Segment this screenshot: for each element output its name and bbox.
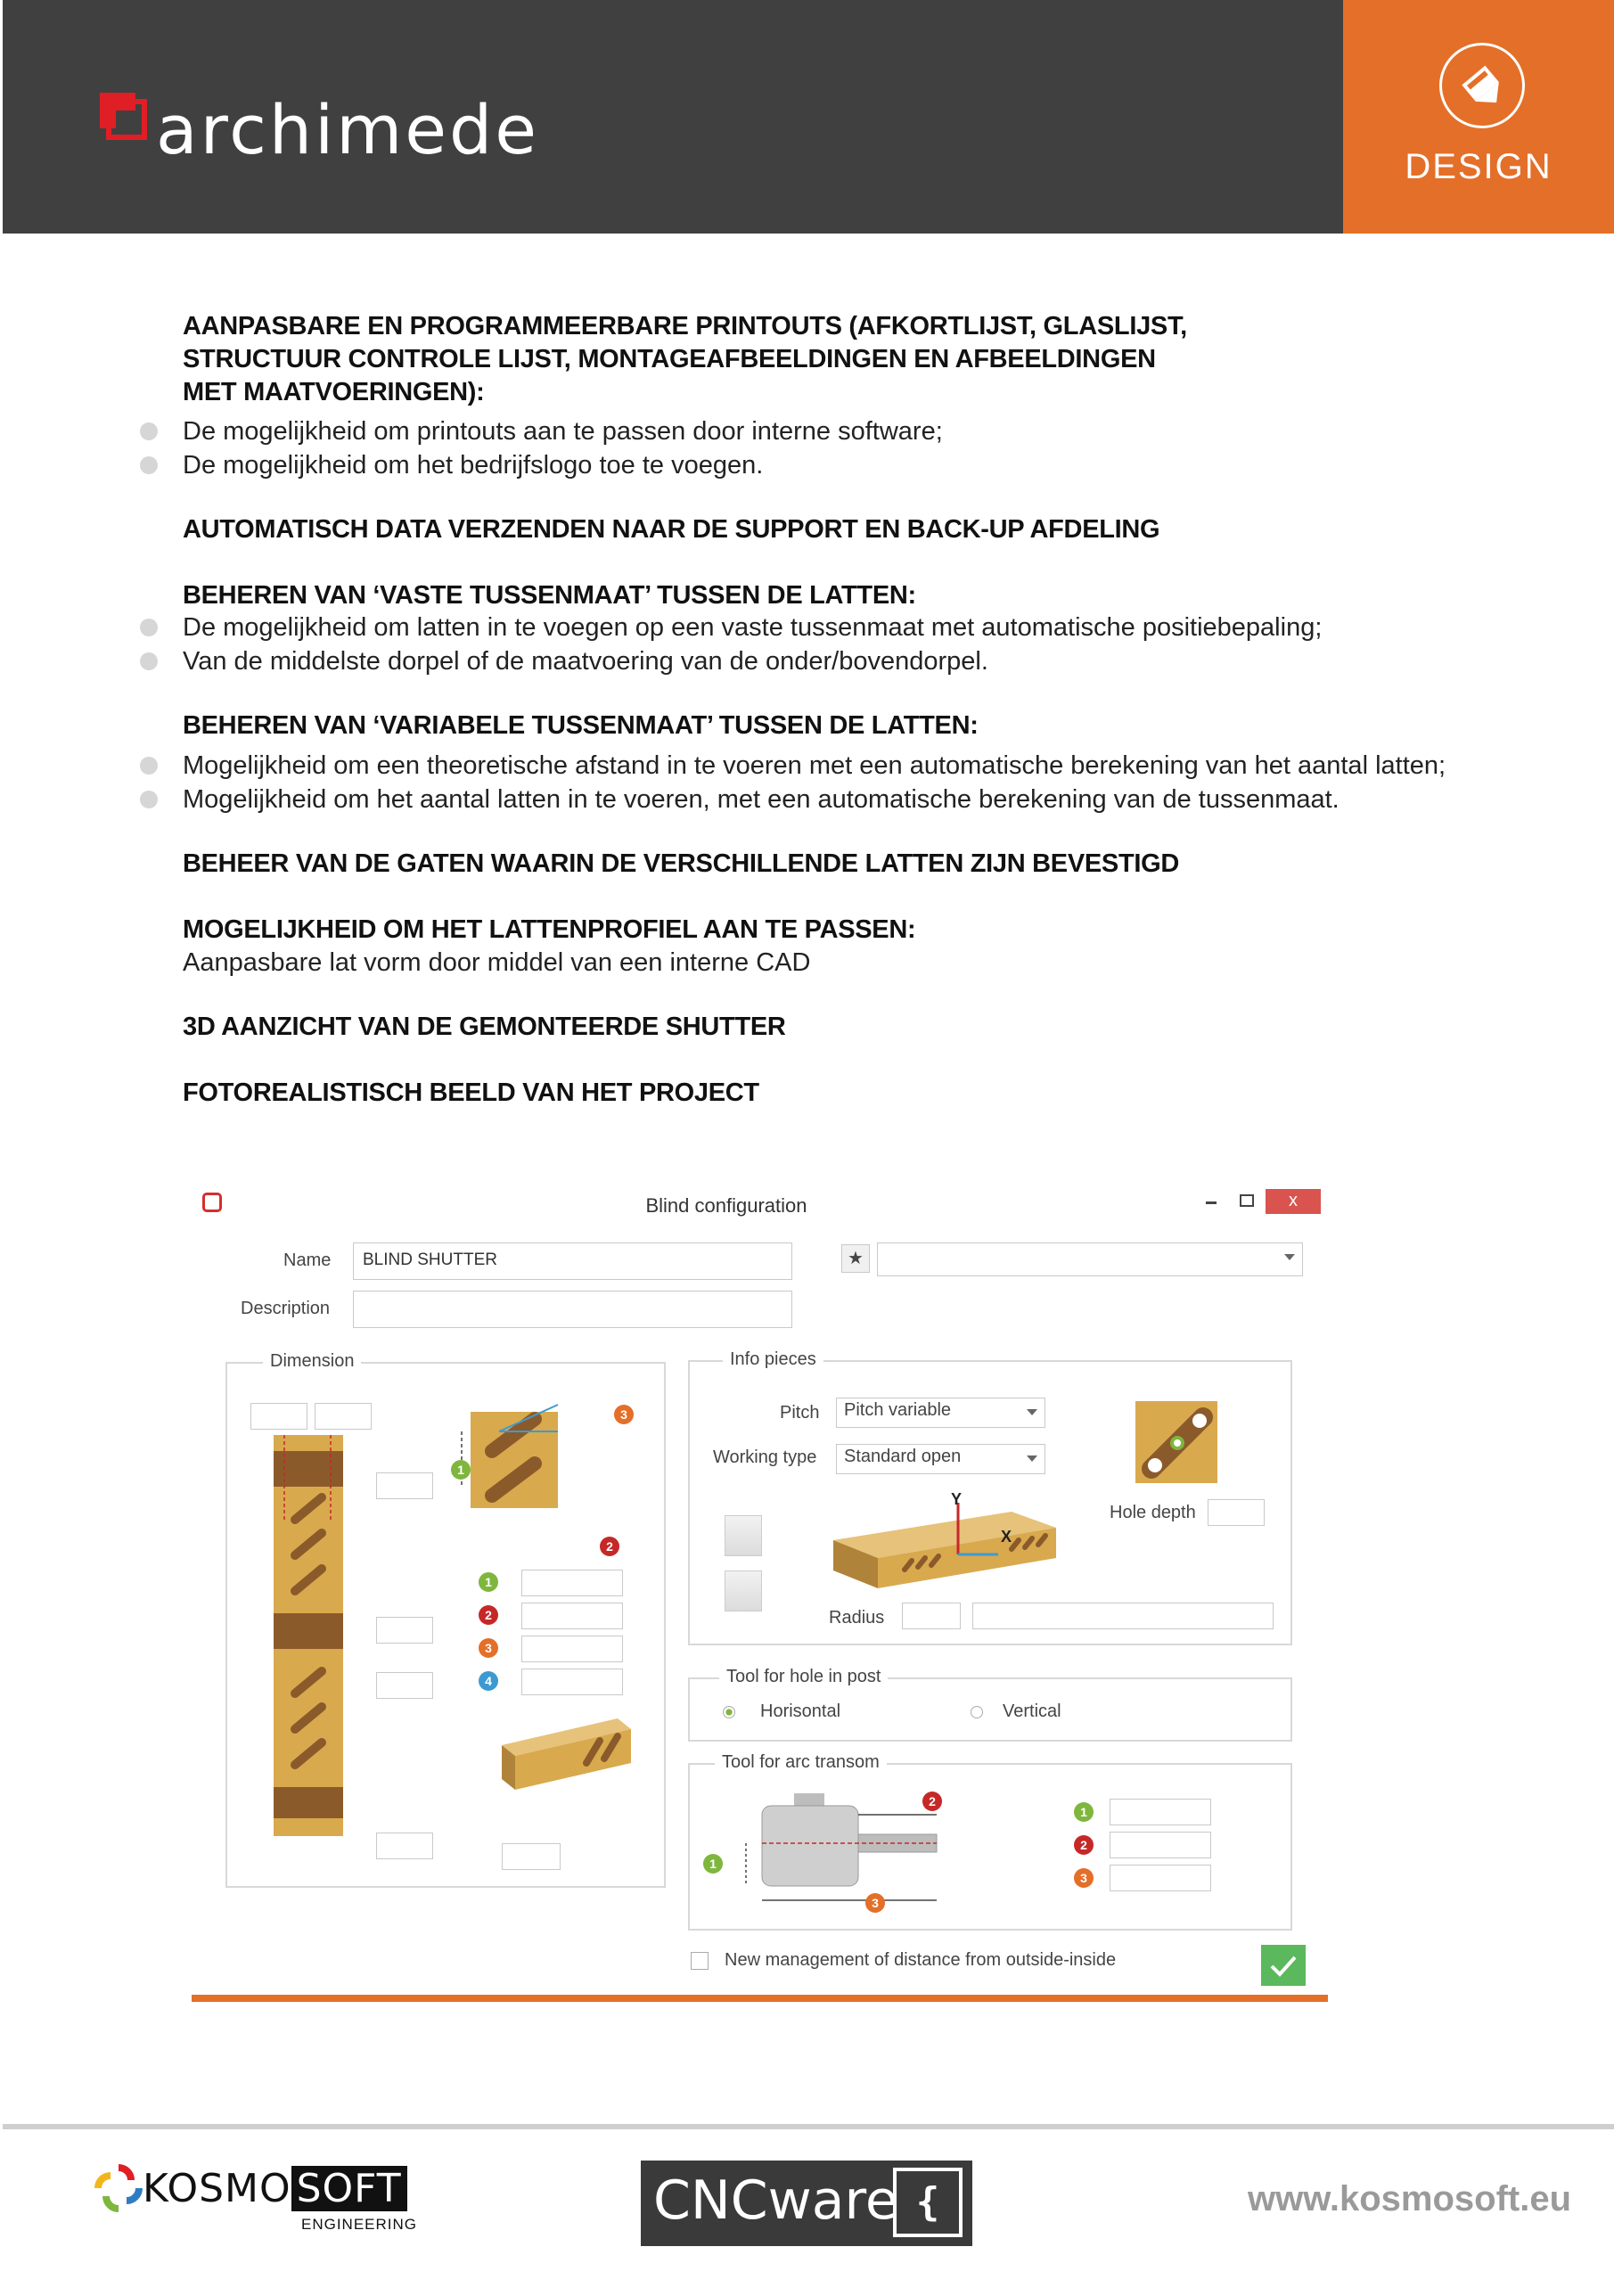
- description-field[interactable]: [353, 1291, 792, 1328]
- close-button[interactable]: x: [1266, 1189, 1321, 1214]
- marker-1-field[interactable]: [521, 1570, 623, 1596]
- marker-1-icon: 1: [451, 1460, 471, 1480]
- marker-3-icon: 3: [614, 1405, 634, 1424]
- marker-4-field[interactable]: [521, 1669, 623, 1695]
- name-field[interactable]: BLIND SHUTTER: [353, 1242, 792, 1280]
- hole-depth-label: Hole depth: [1110, 1503, 1196, 1522]
- info-pieces-title: Info pieces: [723, 1349, 823, 1370]
- bullet-icon: [140, 422, 158, 440]
- hole-depth-field[interactable]: [1208, 1499, 1265, 1526]
- dimension-field[interactable]: [315, 1403, 372, 1430]
- bullet-text: De mogelijkheid om printouts aan te passen door interne software;: [183, 417, 943, 446]
- outside-inside-label: New management of distance from outside-inside: [725, 1950, 1117, 1970]
- description-label: Description: [241, 1299, 331, 1318]
- radio-horizontal[interactable]: [723, 1706, 735, 1718]
- bullet-text: De mogelijkheid om het bedrijfslogo toe te voegen.: [183, 451, 764, 480]
- section-heading: FOTOREALISTISCH BEELD VAN HET PROJECT: [183, 1078, 759, 1107]
- dimension-title: Dimension: [263, 1351, 361, 1372]
- transom-3d-drawing: [502, 1718, 644, 1816]
- brand-name: archimede: [156, 90, 540, 169]
- arc-marker-2-field[interactable]: [1110, 1832, 1211, 1858]
- working-type-label: Working type: [713, 1447, 817, 1467]
- maximize-icon[interactable]: [1240, 1194, 1254, 1207]
- section-heading: AANPASBARE EN PROGRAMMEERBARE PRINTOUTS (AFKORTLIJST, GLASLIJST,: [183, 312, 1187, 340]
- profile-select[interactable]: [877, 1242, 1303, 1276]
- blind-configuration-window: [192, 1185, 1328, 2005]
- marker-4-icon: 4: [479, 1671, 498, 1691]
- design-label: DESIGN: [1405, 147, 1553, 186]
- bullet-text: De mogelijkheid om latten in te voegen op een vaste tussenmaat met automatische positiebepaling;: [183, 613, 1323, 642]
- option-button[interactable]: [725, 1570, 762, 1611]
- section-heading: MET MAATVOERINGEN):: [183, 378, 485, 406]
- axis-y-label: Y: [951, 1490, 963, 1508]
- marker-1-icon: 1: [1074, 1802, 1094, 1822]
- checkmark-icon: [1261, 1945, 1306, 1986]
- marker-3-field[interactable]: [521, 1636, 623, 1662]
- app-icon: [202, 1193, 222, 1212]
- bullet-icon: [140, 456, 158, 474]
- marker-2-icon: 2: [922, 1792, 942, 1811]
- archimede-logo-icon: [98, 91, 155, 158]
- section-heading: BEHEREN VAN ‘VASTE TUSSENMAAT’ TUSSEN DE LATTEN:: [183, 581, 916, 610]
- marker-1-icon: 1: [703, 1854, 723, 1874]
- axis-x-label: X: [1001, 1528, 1012, 1546]
- bullet-icon: [140, 619, 158, 636]
- radio-vertical[interactable]: [971, 1706, 983, 1718]
- dimension-field[interactable]: [376, 1672, 433, 1699]
- star-icon[interactable]: ★: [841, 1244, 870, 1273]
- outside-inside-checkbox[interactable]: [691, 1952, 709, 1970]
- bullet-text: Mogelijkheid om het aantal latten in te voeren, met een automatische berekening van de tussenmaat.: [183, 785, 1340, 814]
- footer-divider: [3, 2124, 1614, 2129]
- marker-1-icon: 1: [479, 1572, 498, 1592]
- tool-arc-transom-title: Tool for arc transom: [715, 1752, 887, 1773]
- transom-field[interactable]: [502, 1843, 561, 1870]
- bullet-icon: [140, 791, 158, 808]
- kosmo-text: KOSMO: [143, 2166, 291, 2211]
- marker-2-icon: 2: [479, 1605, 498, 1625]
- arc-marker-3-field[interactable]: [1110, 1865, 1211, 1891]
- hole-depth-preview: [1130, 1396, 1223, 1488]
- radius-field[interactable]: [902, 1603, 961, 1629]
- section-text: Aanpasbare lat vorm door middel van een interne CAD: [183, 948, 811, 977]
- website-url[interactable]: www.kosmosoft.eu: [1248, 2179, 1572, 2218]
- pitch-select[interactable]: Pitch variable: [836, 1398, 1045, 1428]
- section-heading: AUTOMATISCH DATA VERZENDEN NAAR DE SUPPORT EN BACK-UP AFDELING: [183, 515, 1160, 544]
- marker-2-icon: 2: [600, 1537, 619, 1556]
- marker-2-field[interactable]: [521, 1603, 623, 1629]
- arc-tool-drawing: [726, 1788, 940, 1913]
- window-title: Blind configuration: [645, 1194, 807, 1217]
- dimension-field[interactable]: [376, 1833, 433, 1859]
- kosmosoft-logo-text: [143, 2166, 407, 2211]
- minimize-icon[interactable]: [1206, 1201, 1217, 1204]
- window-bottom-bar: [192, 1995, 1328, 2002]
- name-label: Name: [283, 1250, 332, 1270]
- dimension-field[interactable]: [250, 1403, 307, 1430]
- radius-label: Radius: [829, 1608, 885, 1628]
- section-heading: 3D AANZICHT VAN DE GEMONTEERDE SHUTTER: [183, 1013, 786, 1041]
- option-button[interactable]: [725, 1515, 762, 1556]
- slat-axis-drawing: [833, 1494, 1056, 1592]
- section-heading: BEHEREN VAN ‘VARIABELE TUSSENMAAT’ TUSSEN DE LATTEN:: [183, 711, 979, 740]
- dimension-field[interactable]: [376, 1472, 433, 1499]
- dimension-field[interactable]: [376, 1617, 433, 1644]
- design-pen-icon: [1439, 43, 1525, 128]
- kosmosoft-subtitle: ENGINEERING: [301, 2216, 418, 2233]
- bullet-icon: [140, 652, 158, 670]
- section-heading: MOGELIJKHEID OM HET LATTENPROFIEL AAN TE PASSEN:: [183, 915, 916, 944]
- working-type-select[interactable]: Standard open: [836, 1444, 1045, 1474]
- marker-3-icon: 3: [865, 1893, 885, 1913]
- section-heading: STRUCTUUR CONTROLE LIJST, MONTAGEAFBEELDINGEN EN AFBEELDINGEN: [183, 345, 1156, 373]
- pitch-label: Pitch: [780, 1403, 820, 1423]
- blind-profile-drawing: [270, 1435, 350, 1836]
- soft-text: SOFT: [291, 2166, 407, 2211]
- confirm-button[interactable]: [1261, 1945, 1306, 1986]
- radius-description-field[interactable]: [972, 1603, 1274, 1629]
- radio-vertical-label: Vertical: [1003, 1702, 1061, 1721]
- marker-3-icon: 3: [479, 1638, 498, 1658]
- cncware-text: CNCware: [653, 2169, 898, 2232]
- tool-hole-post-title: Tool for hole in post: [719, 1667, 888, 1687]
- marker-3-icon: 3: [1074, 1868, 1094, 1888]
- marker-2-icon: 2: [1074, 1835, 1094, 1855]
- arc-marker-1-field[interactable]: [1110, 1799, 1211, 1825]
- kosmosoft-swirl-icon: [93, 2162, 144, 2214]
- bullet-text: Van de middelste dorpel of de maatvoering van de onder/bovendorpel.: [183, 647, 988, 676]
- radio-horizontal-label: Horisontal: [760, 1702, 841, 1721]
- section-heading: BEHEER VAN DE GATEN WAARIN DE VERSCHILLENDE LATTEN ZIJN BEVESTIGD: [183, 849, 1180, 878]
- braces-icon: { }: [893, 2168, 963, 2237]
- bullet-text: Mogelijkheid om een theoretische afstand in te voeren met een automatische berekening van het aantal latten;: [183, 751, 1446, 780]
- bullet-icon: [140, 757, 158, 775]
